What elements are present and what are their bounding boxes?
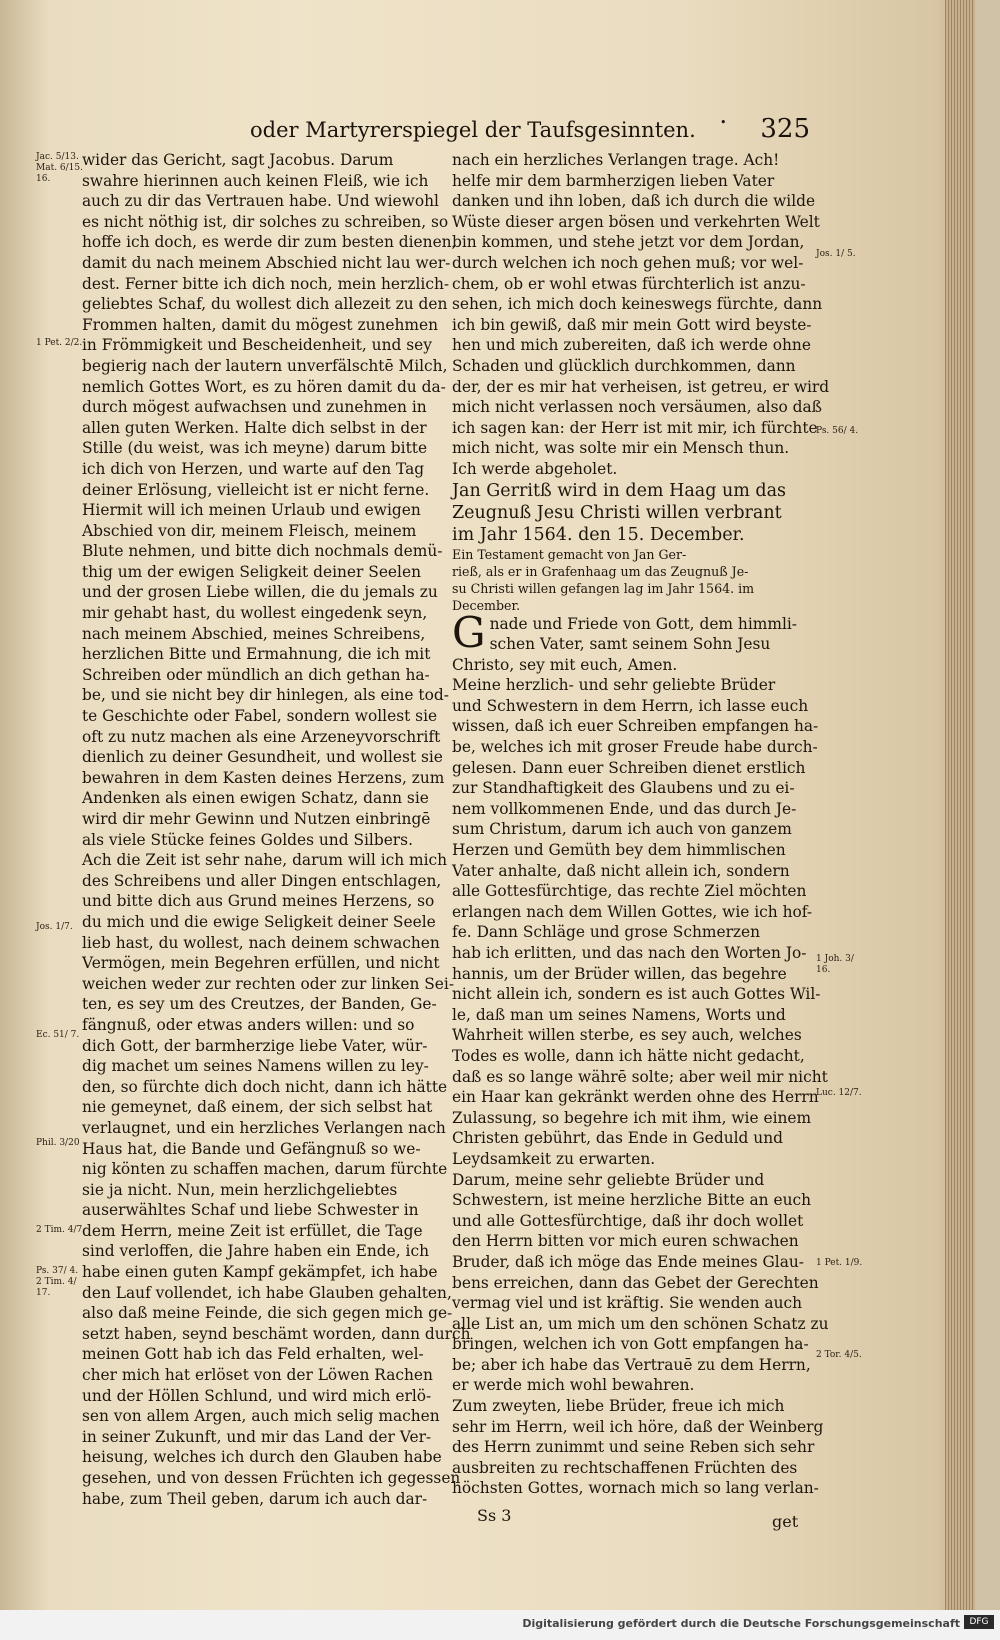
right-column-top <box>452 150 830 480</box>
running-title: oder Martyrerspiegel der Taufsgesinnten. <box>250 118 696 142</box>
text-line: meinen Gott hab ich das Feld erhalten, wel- <box>82 1345 424 1364</box>
margin-note: Jac. 5/13. <box>36 152 79 162</box>
text-line: habe, zum Theil geben, darum ich auch dar- <box>82 1489 428 1508</box>
text-line: danken und ihn loben, daß ich durch die wilde <box>452 192 816 211</box>
text-line: dem Herrn, meine Zeit ist erfüllet, die Tage <box>82 1221 423 1240</box>
text-line: gelesen. Dann euer Schreiben dienet erstlich <box>452 758 806 777</box>
text-line: und der Höllen Schlund, und wird mich erlö- <box>82 1386 432 1405</box>
text-line: in seiner Zukunft, und mir das Land der Ver- <box>82 1427 432 1446</box>
text-line: wider das Gericht, sagt Jacobus. Darum <box>82 151 394 169</box>
text-line: deiner Erlösung, vielleicht ist er nicht ferne. <box>82 480 430 499</box>
margin-note: 1 Joh. 3/ <box>816 954 854 964</box>
subheading-line: su Christi willen gefangen lag im Jahr 1564. im <box>452 580 755 596</box>
margin-note: Ps. 37/ 4. <box>36 1266 79 1276</box>
text-line: Christo, sey mit euch, Amen. <box>452 655 678 674</box>
text-line: alle List an, um mich um den schönen Schatz zu <box>452 1314 829 1333</box>
heading-line: Zeugnuß Jesu Christi willen verbrant <box>452 502 782 523</box>
margin-note: Phil. 3/20 <box>36 1138 80 1148</box>
text-line: erlangen nach dem Willen Gottes, wie ich hof- <box>452 902 813 921</box>
text-line: habe einen guten Kampf gekämpfet, ich habe <box>82 1263 438 1282</box>
margin-note: Ec. 51/ 7. <box>36 1030 80 1040</box>
text-line: den, so fürchte dich doch nicht, dann ich hätte <box>82 1077 448 1096</box>
margin-note: Jos. 1/ 5. <box>816 249 856 259</box>
text-line: sehr im Herrn, weil ich höre, daß der Weinberg <box>452 1417 824 1436</box>
text-line: mir gehabt hast, du wollest eingedenk seyn, <box>82 604 428 623</box>
text-line: durch mögest aufwachsen und zunehmen in <box>82 398 427 417</box>
text-line: sind verloffen, die Jahre haben ein Ende, ich <box>82 1242 429 1261</box>
margin-note: 2 Tor. 4/5. <box>816 1350 862 1360</box>
text-line: Vater anhalte, daß nicht allein ich, sondern <box>452 861 790 880</box>
text-line: Vermögen, mein Begehren erfüllen, und nicht <box>82 954 440 973</box>
text-line: Wüste dieser argen bösen und verkehrten Welt <box>452 212 820 231</box>
page-number: 325 <box>760 114 810 144</box>
text-line: geliebtes Schaf, du wollest dich allezeit zu den <box>82 295 448 314</box>
text-line: Stille (du weist, was ich meyne) darum bitte <box>82 439 428 458</box>
text-line: den Herrn bitten vor mich euren schwachen <box>452 1232 799 1251</box>
text-line: chem, ob er wohl etwas fürchterlich ist anzu- <box>452 274 806 293</box>
text-line: Zulassung, so begehre ich mit ihm, wie einem <box>452 1108 812 1127</box>
text-line: begierig nach der lautern unverfälschtē Milch, <box>82 356 448 375</box>
text-line: in Frömmigkeit und Bescheidenheit, und sey <box>82 336 432 355</box>
text-line: nem vollkommenen Ende, und das durch Je- <box>452 799 797 818</box>
text-line: verlaugnet, und ein herzliches Verlangen nach <box>82 1118 446 1137</box>
margin-note: 16. <box>36 174 51 184</box>
text-line: nemlich Gottes Wort, es zu hören damit du da- <box>82 377 446 396</box>
drop-initial: G <box>452 607 486 657</box>
margin-note: 2 Tim. 4/ <box>36 1277 77 1287</box>
text-line: mich nicht verlassen noch versäumen, also daß <box>452 398 822 417</box>
text-line: ten, es sey um des Creutzes, der Banden, Ge- <box>82 995 437 1014</box>
text-line: damit du nach meinem Abschied nicht lau wer- <box>82 253 451 272</box>
text-line: mich nicht, was solte mir ein Mensch thun. <box>452 439 790 458</box>
margin-note: 1 Pet. 1/9. <box>816 1258 863 1268</box>
text-line: des Schreibens und aller Dingen entschlagen, <box>82 871 442 890</box>
margin-note: Mat. 6/15. <box>36 163 83 173</box>
text-line: Darum, meine sehr geliebte Brüder und <box>452 1170 765 1189</box>
signature-mark: Ss 3 <box>477 1506 512 1525</box>
text-line: Herzen und Gemüth bey dem himmlischen <box>452 841 786 860</box>
text-line: Schwestern, ist meine herzliche Bitte an euch <box>452 1191 812 1210</box>
text-line: bin kommen, und stehe jetzt vor dem Jordan, <box>452 233 805 252</box>
text-line: be, und sie nicht bey dir hinlegen, als eine tod- <box>82 686 449 705</box>
section-subheading <box>452 546 812 614</box>
text-line: dienlich zu deiner Gesundheit, und wollest sie <box>82 748 443 767</box>
text-line: Ich werde abgeholet. <box>452 459 618 478</box>
text-line: den Lauf vollendet, ich habe Glauben gehalten, <box>82 1283 452 1302</box>
text-line: dich Gott, der barmherzige liebe Vater, wür- <box>82 1036 428 1055</box>
text-line: be, welches ich mit groser Freude habe durch- <box>452 738 818 757</box>
text-line: Christen gebührt, das Ende in Geduld und <box>452 1129 783 1148</box>
text-line: Haus hat, die Bande und Gefängnuß so we- <box>82 1139 421 1158</box>
margin-note: 1 Pet. 2/2. <box>36 338 83 348</box>
text-line: als viele Stücke feines Goldes und Silbers. <box>82 830 413 849</box>
text-line: auch zu dir das Vertrauen habe. Und wiewohl <box>82 192 439 211</box>
text-line: heisung, welches ich durch den Glauben habe <box>82 1448 442 1467</box>
text-line: vermag viel und ist kräftig. Sie wenden auch <box>452 1294 803 1313</box>
text-line: cher mich hat erlöset von der Löwen Rachen <box>82 1366 433 1385</box>
text-line: also daß meine Feinde, die sich gegen mich ge- <box>82 1304 453 1323</box>
text-line: hen und mich zubereiten, daß ich werde ohne <box>452 336 811 355</box>
text-line: des Herrn zunimmt und seine Reben sich sehr <box>452 1438 815 1457</box>
text-line: bringen, welchen ich von Gott empfangen ha- <box>452 1335 809 1354</box>
page-header <box>250 114 810 150</box>
dfg-logo: DFG <box>964 1615 994 1629</box>
text-line: fängnuß, oder etwas anders willen: und so <box>82 1015 415 1034</box>
text-line: herzlichen Bitte und Ermahnung, die ich mit <box>82 645 431 664</box>
text-line: Andenken als einen ewigen Schatz, dann sie <box>82 789 429 808</box>
heading-line: im Jahr 1564. den 15. December. <box>452 524 745 545</box>
text-line: ich bin gewiß, daß mir mein Gott wird beyste- <box>452 315 812 334</box>
text-line: Leydsamkeit zu erwarten. <box>452 1149 656 1168</box>
text-line: der, der es mir hat verheisen, ist getreu, er wird <box>452 377 830 396</box>
margin-note: Luc. 12/7. <box>816 1088 862 1098</box>
left-column <box>82 150 471 1509</box>
text-line: es nicht nöthig ist, dir solches zu schreiben, so <box>82 212 449 231</box>
text-line: Todes es wolle, dann ich hätte nicht gedacht, <box>452 1046 805 1065</box>
subheading-line: rieß, als er in Grafenhaag um das Zeugnuß Je- <box>452 563 749 579</box>
text-line: nach ein herzliches Verlangen trage. Ach! <box>452 151 780 169</box>
text-line: alle Gottesfürchtige, das rechte Ziel möchten <box>452 882 807 901</box>
text-line: nade und Friede von Gott, dem himmli- <box>489 614 797 633</box>
text-line: gesehen, und von dessen Früchten ich gegessen <box>82 1469 461 1487</box>
text-line: ich sagen kan: der Herr ist mit mir, ich fürchte <box>452 418 818 437</box>
text-line: zur Standhaftigkeit des Glaubens und zu ei- <box>452 779 795 798</box>
text-line: Hiermit will ich meinen Urlaub und ewigen <box>82 501 421 520</box>
margin-note: 17. <box>36 1288 51 1298</box>
page-edge <box>945 0 975 1610</box>
text-line: Ach die Zeit ist sehr nahe, darum will ich mich <box>82 851 448 870</box>
text-line: dest. Ferner bitte ich dich noch, mein herzlich- <box>82 274 450 293</box>
margin-note: 2 Tim. 4/7. <box>36 1225 86 1235</box>
text-line: thig um der ewigen Seligkeit deiner Seelen <box>82 562 421 581</box>
text-line: daß es so lange währē solte; aber weil mir nicht <box>452 1067 828 1086</box>
subheading-line: Ein Testament gemacht von Jan Ger- <box>452 546 687 562</box>
ornament-dot: • <box>720 116 727 129</box>
margin-note: 16. <box>816 965 831 975</box>
text-line: Abschied von dir, meinem Fleisch, meinem <box>82 521 417 540</box>
text-line: ausbreiten zu rechtschaffenen Früchten des <box>452 1458 798 1477</box>
text-line: wird dir mehr Gewinn und Nutzen einbringē <box>82 810 431 828</box>
margin-note: Ps. 56/ 4. <box>816 426 859 436</box>
catchword: get <box>772 1512 799 1531</box>
text-line: durch welchen ich noch gehen muß; vor wel- <box>452 253 804 272</box>
text-line: Schaden und glücklich durchkommen, dann <box>452 356 796 375</box>
text-line: Schreiben oder mündlich an dich gethan ha- <box>82 665 430 684</box>
text-line: höchsten Gottes, wornach mich so lang verlan- <box>452 1479 819 1498</box>
text-line: te Geschichte oder Fabel, sondern wollest sie <box>82 707 438 726</box>
text-line: wissen, daß ich euer Schreiben empfangen ha- <box>452 717 819 736</box>
text-line: swahre hierinnen auch keinen Fleiß, wie ich <box>82 171 429 190</box>
text-line: sen von allem Argen, auch mich selig machen <box>82 1407 440 1426</box>
text-line: sie ja nicht. Nun, mein herzlichgeliebtes <box>82 1180 398 1199</box>
heading-line: Jan Gerritß wird in dem Haag um das <box>452 480 787 501</box>
text-line: nicht allein ich, sondern es ist auch Gottes Wil- <box>452 985 821 1004</box>
text-line: Frommen halten, damit du mögest zunehmen <box>82 315 439 334</box>
section-heading <box>452 480 812 546</box>
text-line: nach meinem Abschied, meines Schreibens, <box>82 624 426 643</box>
text-line: auserwähltes Schaf und liebe Schwester in <box>82 1201 419 1220</box>
text-line: nig könten zu schaffen machen, darum fürchte <box>82 1160 448 1179</box>
subheading-line: December. <box>452 597 521 613</box>
text-line: lieb hast, du wollest, nach deinem schwachen <box>82 933 440 952</box>
text-line: ich dich von Herzen, und warte auf den Tag <box>82 459 425 478</box>
text-line: allen guten Werken. Halte dich selbst in der <box>82 418 427 437</box>
text-line: weichen weder zur rechten oder zur linken Sei- <box>82 974 455 993</box>
text-line: und alle Gottesfürchtige, daß ihr doch wollet <box>452 1211 804 1230</box>
text-line: sehen, ich mich doch keineswegs fürchte, dann <box>452 295 823 314</box>
text-line: oft zu nutz machen als eine Arzeneyvorschrift <box>82 727 441 746</box>
text-line: Blute nehmen, und bitte dich nochmals demü- <box>82 542 443 561</box>
text-line: und der grosen Liebe willen, die du jemals zu <box>82 583 438 602</box>
text-line: Meine herzlich- und sehr geliebte Brüder <box>452 676 776 695</box>
text-line: fe. Dann Schläge und grose Schmerzen <box>452 923 761 942</box>
text-line: hannis, um der Brüder willen, das begehre <box>452 964 787 983</box>
text-line: ein Haar kan gekränkt werden ohne des Herrn <box>452 1088 819 1107</box>
text-line: sum Christum, darum ich auch von ganzem <box>452 820 792 839</box>
text-line: Wahrheit willen sterbe, es sey auch, welches <box>452 1026 802 1045</box>
text-line: helfe mir dem barmherzigen lieben Vater <box>452 171 775 190</box>
text-line: schen Vater, samt seinem Sohn Jesu <box>489 635 771 654</box>
text-line: du mich und die ewige Seligkeit deiner Seele <box>82 912 436 931</box>
text-line: le, daß man um seines Namens, Worts und <box>452 1005 786 1024</box>
text-line: hoffe ich doch, es werde dir zum besten dienen, <box>82 233 457 252</box>
margin-note: Jos. 1/7. <box>36 922 73 932</box>
text-line: dig machet um seines Namens willen zu ley- <box>82 1057 429 1076</box>
text-line: Zum zweyten, liebe Brüder, freue ich mich <box>452 1397 785 1416</box>
text-line: er werde mich wohl bewahren. <box>452 1376 695 1395</box>
text-line: nie gemeynet, daß einem, der sich selbst hat <box>82 1098 433 1117</box>
text-line: setzt haben, seynd beschämt worden, dann durch <box>82 1324 471 1343</box>
text-line: und Schwestern in dem Herrn, ich lasse euch <box>452 696 809 715</box>
text-line: und bitte dich aus Grund meines Herzens, so <box>82 892 435 911</box>
text-line: be; aber ich habe das Vertrauē zu dem Herrn, <box>452 1355 811 1374</box>
text-line: bens erreichen, dann das Gebet der Gerechten <box>452 1273 819 1292</box>
text-line: bewahren in dem Kasten deines Herzens, zum <box>82 768 445 787</box>
text-line: Bruder, daß ich möge das Ende meines Glau- <box>452 1252 805 1271</box>
funding-notice: Digitalisierung gefördert durch die Deutsche Forschungsgemeinschaft <box>522 1617 960 1630</box>
text-line: hab ich erlitten, und das nach den Worten Jo- <box>452 944 807 962</box>
